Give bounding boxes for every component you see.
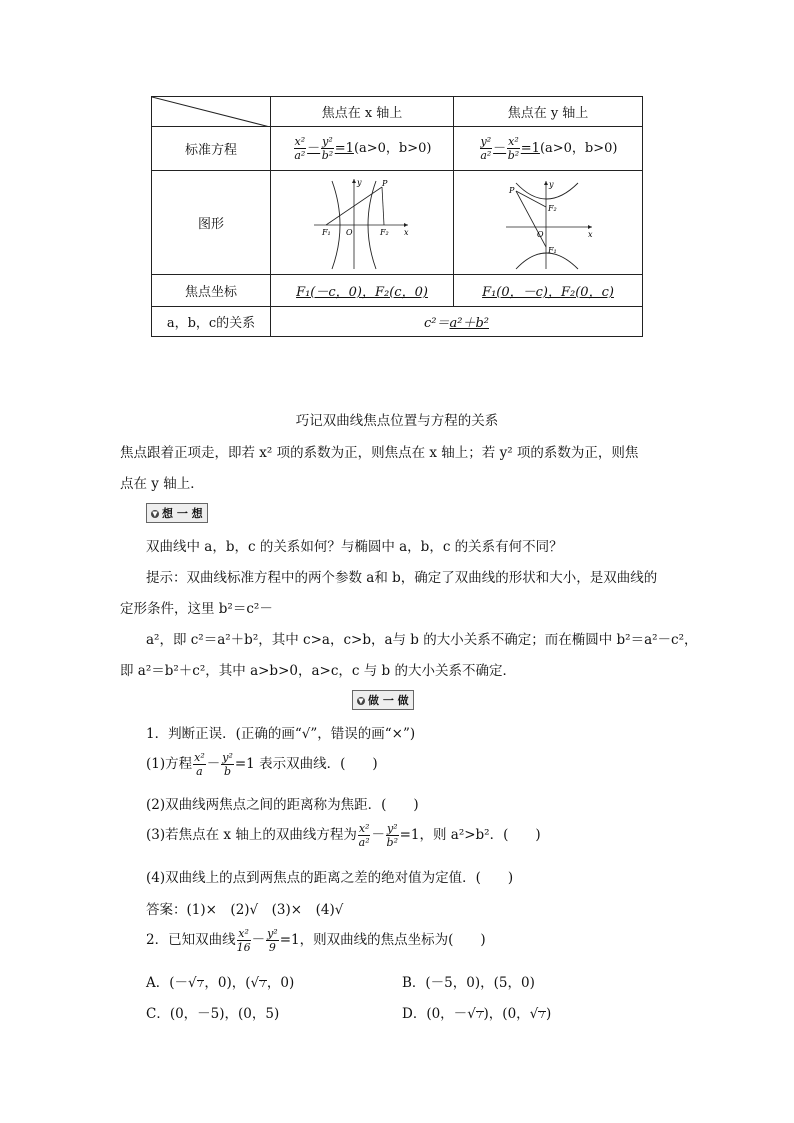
svg-text:x: x [404,227,409,237]
svg-text:O: O [346,227,353,237]
svg-text:P: P [509,185,515,195]
hint-line2: 定形条件，这里 b²＝c²－ [120,601,273,617]
hint-line4: 即 a²＝b²＋c²，其中 a>b>0，a>c，c 与 b 的大小关系不确定． [120,663,516,679]
exercise1-item3: (3)若焦点在 x 轴上的双曲线方程为 $\frac{\text{x²}}{\text{a²}}$ － $\frac{\text{y²}}{\text{b²}}$ =1，则 a²>b²．( ) [146,822,541,849]
table-corner-cell [152,97,271,127]
exercise2-stem: 2．已知双曲线 $\frac{\text{x²}}{16}$ － $\frac{\text{y²}}{9}$ =1，则双曲线的焦点坐标为( ) [146,927,486,954]
foci-x: F₁(－c，0)，F₂(c，0) [271,275,454,307]
svg-text:F₁: F₁ [548,245,557,255]
figure-y-hyperbola [454,171,643,275]
svg-text:y: y [357,177,362,187]
exercise1-answer: 答案：(1)× (2)√ (3)× (4)√ [146,902,344,918]
hint-line3: a²，即 c²＝a²＋b²，其中 c>a，c>b，a与 b 的大小关系不确定；而在椭圆中 b²＝a²－c²， [146,632,698,648]
exercise1-item2: (2)双曲线两焦点之间的距离称为焦距．( ) [146,797,419,813]
header-y-axis: 焦点在 y 轴上 [454,97,643,127]
svg-text:y: y [549,179,554,189]
figure-x-hyperbola [271,171,454,275]
badge-think-icon: ▼ [152,510,158,518]
hint-line1: 提示：双曲线标准方程中的两个参数 a和 b，确定了双曲线的形状和大小，是双曲线的 [146,570,658,586]
header-x-axis: 焦点在 x 轴上 [271,97,454,127]
hyperbola-x-graph [312,175,412,271]
hyperbola-y-graph [498,175,598,271]
svg-text:x: x [588,229,593,239]
figure-label: 图形 [152,171,271,275]
option-a: A．(－√7，0)，(√7，0) [146,975,295,991]
para1-line2: 点在 y 轴上． [120,476,204,492]
svg-text:F₂: F₂ [548,203,557,213]
para1-line1: 焦点跟着正项走，即若 x² 项的系数为正，则焦点在 x 轴上；若 y² 项的系数为正，则焦 [120,445,639,461]
exercise1-item1: (1)方程 $\frac{\text{x²}}{a}$ － $\frac{\text{y²}}{b}$ =1 表示双曲线．( ) [146,751,378,778]
svg-text:P: P [382,178,388,188]
option-d: D．(0，－√7)，(0，√7) [402,1006,552,1022]
svg-text:F₁: F₁ [322,227,331,237]
std-eq-label: 标准方程 [152,127,271,171]
foci-y: F₁(0，－c)，F₂(0，c) [454,275,643,307]
exercise1-item4: (4)双曲线上的点到两焦点的距离之差的绝对值为定值．( ) [146,870,514,886]
think-question: 双曲线中 a，b，c 的关系如何？与椭圆中 a，b，c 的关系有何不同？ [146,539,563,555]
hyperbola-table [151,96,643,337]
corner-diagonal [152,97,270,127]
option-b: B．(－5，0)，(5，0) [402,975,535,991]
relation-value: c²＝a²＋b² [271,307,643,337]
relation-label: a，b，c的关系 [152,307,271,337]
svg-text:F₂: F₂ [380,227,389,237]
std-eq-y: $\frac{\text{y²}}{\text{a²}}$ － $\frac{\text{x²}}{\text{b²}}$ =1(a>0，b>0) [454,127,643,171]
badge-do-icon: ▼ [358,697,364,705]
option-c: C．(0，－5)，(0，5) [146,1006,280,1022]
badge-do: ▼ 做 一 做 [352,690,414,710]
section-title: 巧记双曲线焦点位置与方程的关系 [295,413,499,429]
badge-think: ▼ 想 一 想 [146,503,208,523]
exercise1-title: 1．判断正误．(正确的画“√”，错误的画“×”) [146,726,416,742]
foci-label: 焦点坐标 [152,275,271,307]
svg-text:O: O [537,229,544,239]
std-eq-x: $\frac{\text{x²}}{\text{a²}}$ － $\frac{\text{y²}}{\text{b²}}$ =1(a>0，b>0) [271,127,454,171]
